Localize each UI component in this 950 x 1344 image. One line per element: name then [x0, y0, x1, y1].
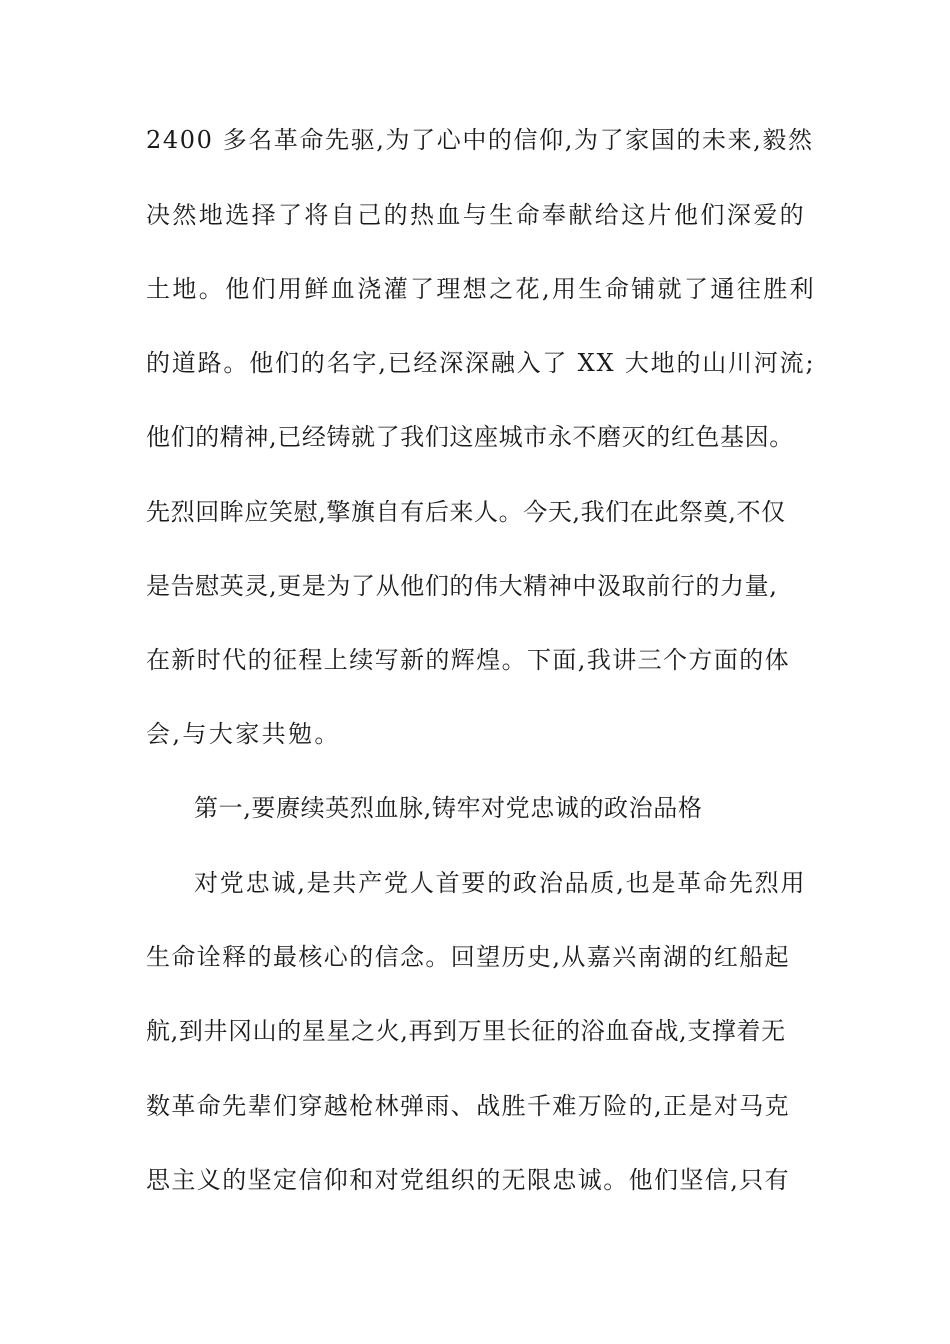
text-line-9: 会,与大家共勉。 [146, 720, 341, 748]
text-line-15: 思主义的坚定信仰和对党组织的无限忠诚。他们坚信,只有 [146, 1166, 791, 1194]
text-line-3: 土地。他们用鲜血浇灌了理想之花,用生命铺就了通往胜利 [146, 275, 817, 303]
text-line-7: 是告慰英灵,更是为了从他们的伟大精神中汲取前行的力量, [146, 572, 778, 600]
text-line-5: 他们的精神,已经铸就了我们这座城市永不磨灭的红色基因。 [146, 423, 794, 451]
text-line-14: 数革命先辈们穿越枪林弹雨、战胜千难万险的,正是对马克 [146, 1092, 791, 1120]
text-line-8: 在新时代的征程上续写新的辉煌。下面,我讲三个方面的体 [146, 646, 791, 674]
text-line-6: 先烈回眸应笑慰,擎旗自有后来人。今天,我们在此祭奠,不仅 [146, 498, 786, 526]
text-line-13: 航,到井冈山的星星之火,再到万里长征的浴血奋战,支撑着无 [146, 1017, 786, 1045]
section-heading: 第一,要赓续英烈血脉,铸牢对党忠诚的政治品格 [194, 794, 703, 822]
text-line-4: 的道路。他们的名字,已经深深融入了 XX 大地的山川河流; [146, 349, 816, 377]
text-line-1: 2400 多名革命先驱,为了心中的信仰,为了家国的未来,毅然 [146, 126, 814, 154]
text-line-2: 决然地选择了将自己的热血与生命奉献给这片他们深爱的 [146, 201, 806, 229]
text-line-11: 对党忠诚,是共产党人首要的政治品质,也是革命先烈用 [194, 869, 807, 897]
text-line-12: 生命诠释的最核心的信念。回望历史,从嘉兴南湖的红船起 [146, 943, 791, 971]
